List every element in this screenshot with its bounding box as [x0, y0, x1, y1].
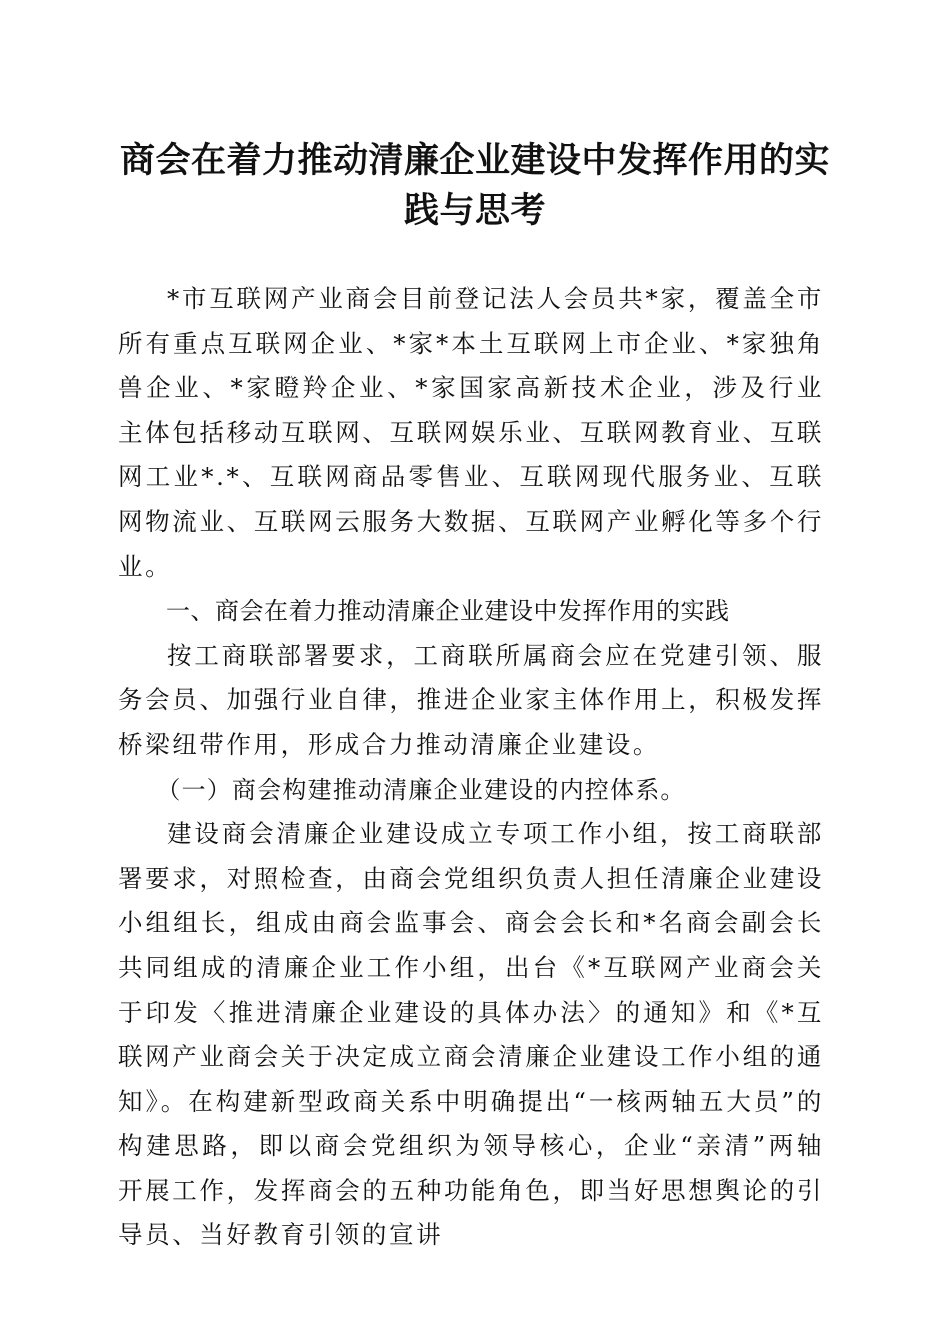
subsection-heading-1: （一）商会构建推动清廉企业建设的内控体系。: [156, 775, 686, 804]
section-heading-1: 一、商会在着力推动清廉企业建设中发挥作用的实践: [166, 597, 730, 626]
intro-paragraph: *市互联网产业商会目前登记法人会员共*家，覆盖全市所有重点互联网企业、*家*本土互联网上市企业、*家独角兽企业、*家瞪羚企业、*家国家高新技术企业，涉及行业主体包括移动互联网、互联网娱乐业、互联网教育业、互联网工业*.*、互联网商品零售业、互联网现代服务业、互联网物流业、互联网云服务大数据、互联网产业孵化等多个行业。: [118, 284, 824, 581]
document-body: [118, 277, 824, 1258]
section-1-paragraph: 按工商联部署要求，工商联所属商会应在党建引领、服务会员、加强行业自律，推进企业家主体作用上，积极发挥桥梁纽带作用，形成合力推动清廉企业建设。: [118, 640, 824, 759]
subsection-1-paragraph: 建设商会清廉企业建设成立专项工作小组，按工商联部署要求，对照检查，由商会党组织负责人担任清廉企业建设小组组长，组成由商会监事会、商会会长和*名商会副会长共同组成的清廉企业工作小组，出台《*互联网产业商会关于印发〈推进清廉企业建设的具体办法〉的通知》和《*互联网产业商会关于决定成立商会清廉企业建设工作小组的通知》。在构建新型政商关系中明确提出“一核两轴五大员”的构建思路，即以商会党组织为领导核心，企业“亲清”两轴开展工作，发挥商会的五种功能角色，即当好思想舆论的引导员、当好教育引领的宣讲: [118, 819, 824, 1250]
document-title: 商会在着力推动清廉企业建设中发挥作用的实践与思考: [119, 140, 830, 231]
